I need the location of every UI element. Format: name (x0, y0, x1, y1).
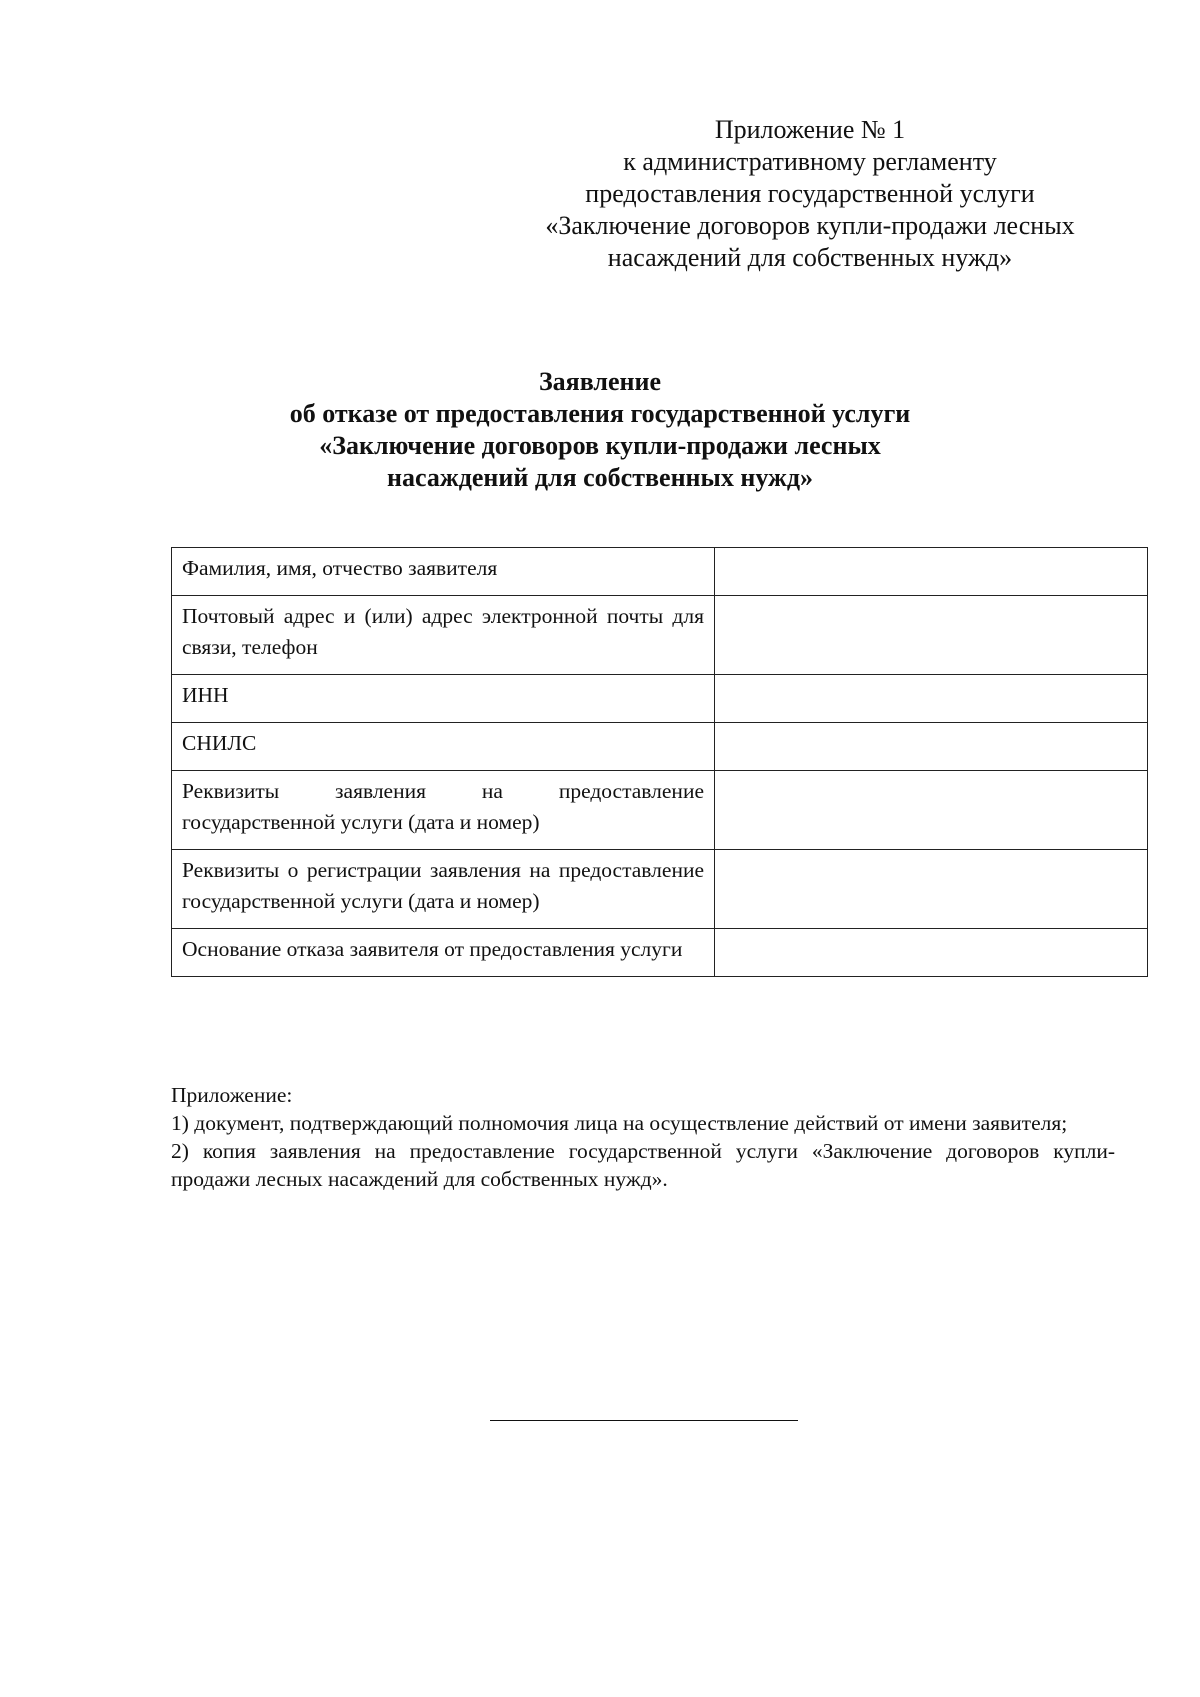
table-row (172, 929, 1148, 977)
field-label-application-details: Реквизиты заявления на предоставление государственной услуги (дата и номер) (172, 771, 715, 850)
field-label-contact: Почтовый адрес и (или) адрес электронной почты для связи, телефон (172, 596, 715, 675)
table-row (172, 723, 1148, 771)
table-row (172, 548, 1148, 596)
document-title (150, 366, 1050, 494)
document-title-line: насаждений для собственных нужд» (387, 463, 813, 492)
appendix-header (500, 114, 1120, 274)
field-value-full-name[interactable] (715, 548, 1148, 596)
attachment-item: 2) копия заявления на предоставление государственной услуги «Заключение договоров купли-продажи лесных насаждений для собственных нужд». (171, 1139, 1115, 1191)
table-row (172, 596, 1148, 675)
field-value-inn[interactable] (715, 675, 1148, 723)
appendix-header-line: «Заключение договоров купли-продажи лесных (545, 211, 1075, 240)
appendix-header-line: к административному регламенту (623, 147, 997, 176)
field-label-registration-details: Реквизиты о регистрации заявления на предоставление государственной услуги (дата и номер) (172, 850, 715, 929)
appendix-number: Приложение № 1 (714, 115, 906, 144)
signature-line (490, 1420, 798, 1421)
field-value-application-details[interactable] (715, 771, 1148, 850)
document-title-line: «Заключение договоров купли-продажи лесных (319, 431, 881, 460)
appendix-header-line: насаждений для собственных нужд» (607, 243, 1013, 272)
field-value-registration-details[interactable] (715, 850, 1148, 929)
field-label-inn: ИНН (172, 675, 715, 723)
attachment-item: 1) документ, подтверждающий полномочия лица на осуществление действий от имени заявителя; (171, 1111, 1068, 1135)
field-value-refusal-reason[interactable] (715, 929, 1148, 977)
field-label-refusal-reason: Основание отказа заявителя от предоставления услуги (172, 929, 715, 977)
application-form-table (171, 547, 1148, 977)
table-row (172, 771, 1148, 850)
appendix-header-line: предоставления государственной услуги (585, 179, 1035, 208)
field-value-contact[interactable] (715, 596, 1148, 675)
document-title-line: об отказе от предоставления государственной услуги (289, 399, 911, 428)
field-label-snils: СНИЛС (172, 723, 715, 771)
attachments-section (171, 1081, 1115, 1193)
field-value-snils[interactable] (715, 723, 1148, 771)
field-label-full-name: Фамилия, имя, отчество заявителя (172, 548, 715, 596)
table-row (172, 850, 1148, 929)
table-row (172, 675, 1148, 723)
document-title-main: Заявление (538, 367, 662, 396)
attachments-heading: Приложение: (171, 1083, 293, 1107)
